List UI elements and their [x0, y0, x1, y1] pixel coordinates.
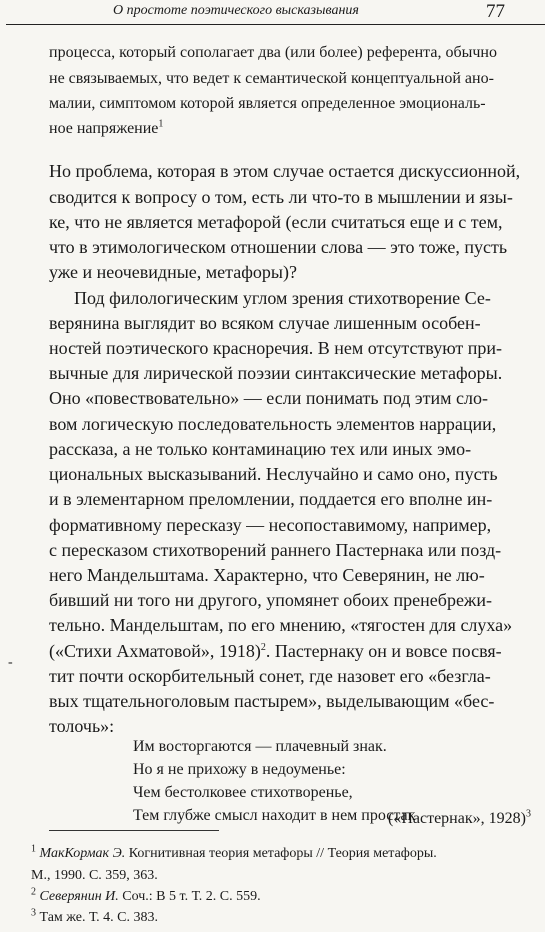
- body-line: и в элементарном преломлении, поддается его вполне ин-: [49, 489, 493, 509]
- body-line: [49, 640, 502, 662]
- body-line: формативному пересказу — несопоставимому, например,: [49, 515, 492, 535]
- body-line: сводится к вопросу о том, есть ли что-то в мышлении и язы-: [49, 187, 513, 207]
- body-line: толочь»:: [49, 716, 115, 736]
- body-line: вычные для лирической поэзии синтаксические метафоры.: [49, 363, 503, 383]
- body-line: циональных высказываний. Неслучайно и само оно, пусть: [49, 464, 498, 484]
- header-rule: [6, 24, 545, 25]
- verse-line: Но я не прихожу в недоуменье:: [133, 761, 346, 778]
- footnote-number: 2: [31, 886, 36, 898]
- quote-line-text: ное напряжение: [49, 120, 159, 137]
- footnote-rule: [49, 830, 219, 831]
- body-line: Но проблема, которая в этом случае остается дискуссионной,: [49, 161, 521, 181]
- body-line: бивший ни того ни другого, упомянет обоих пренебрежи-: [49, 590, 492, 610]
- body-line-text: («Стихи Ахматовой», 1918): [49, 641, 261, 661]
- verse-line: Им восторгаются — плачевный знак.: [133, 738, 387, 755]
- quote-line: малии, симптомом которой является определенное эмоциональ-: [49, 95, 486, 112]
- body-line: с пересказом стихотворений раннего Пастернака или позд-: [49, 540, 502, 560]
- body-line: Под филологическим углом зрения стихотворение Се-: [74, 288, 491, 308]
- body-line: вых тщательноголовым пастырем», выделывающим «бес-: [49, 691, 495, 711]
- footnote: [31, 907, 158, 926]
- footnote-ref: 2: [260, 642, 266, 653]
- verse-source: [388, 810, 531, 828]
- body-line-text: . Пастернаку он и вовсе посвя-: [265, 641, 502, 661]
- quote-line: не связываемых, что ведет к семантической концептуальной ано-: [49, 70, 494, 87]
- body-line: Оно «повествовательно» — если понимать под этим сло-: [49, 388, 488, 408]
- body-line: тит почти оскорбительный сонет, где назовет его «безгла-: [49, 666, 491, 686]
- quote-line: [49, 118, 163, 140]
- footnote-text: Там же. Т. 4. С. 383.: [39, 910, 158, 925]
- body-line: ностей поэтического красноречия. В нем отсутствуют при-: [49, 338, 503, 358]
- footnote-text: Когнитивная теория метафоры // Теория метафоры.: [125, 846, 437, 861]
- footnote-number: 1: [31, 843, 36, 855]
- footnote-continuation: М., 1990. С. 359, 363.: [31, 868, 158, 883]
- body-line: ке, что не является метафорой (если считаться еще и с тем,: [49, 212, 503, 232]
- footnote-text: Соч.: В 5 т. Т. 2. С. 559.: [118, 889, 261, 904]
- verse-source-text: («Пастернак», 1928): [388, 810, 526, 827]
- body-line: вом логическую последовательность элементов наррации,: [49, 414, 497, 434]
- body-line: рассказа, а не только контаминацию тех или иных эмо-: [49, 439, 472, 459]
- running-head: О простоте поэтического высказывания: [113, 3, 359, 18]
- footnote: [31, 886, 261, 905]
- page-number: 77: [486, 1, 505, 22]
- margin-mark: -: [8, 655, 13, 670]
- footnote-author: МакКормак Э.: [39, 846, 126, 861]
- footnote-ref: 3: [525, 808, 531, 820]
- verse-line: Тем глубже смысл находит в нем простак: [133, 807, 416, 824]
- footnote: [31, 843, 437, 862]
- body-line: что в этимологическом отношении слова — это тоже, пусть: [49, 237, 508, 257]
- quote-line: процесса, который сополагает два (или более) референта, обычно: [49, 44, 497, 61]
- body-line: уже и неочевидные, метафоры)?: [49, 262, 297, 282]
- verse-line: Чем бестолковее стихотворенье,: [133, 784, 353, 801]
- body-line: верянина выглядит во всяком случае лишенным особен-: [49, 313, 481, 333]
- body-line: него Мандельштама. Характерно, что Северянин, не лю-: [49, 565, 485, 585]
- body-line: тельно. Мандельштам, по его мнению, «тягостен для слуха»: [49, 615, 513, 635]
- footnote-number: 3: [31, 907, 36, 919]
- footnote-ref: 1: [158, 118, 164, 130]
- footnote-author: Северянин И.: [39, 889, 119, 904]
- page-header: [0, 0, 545, 26]
